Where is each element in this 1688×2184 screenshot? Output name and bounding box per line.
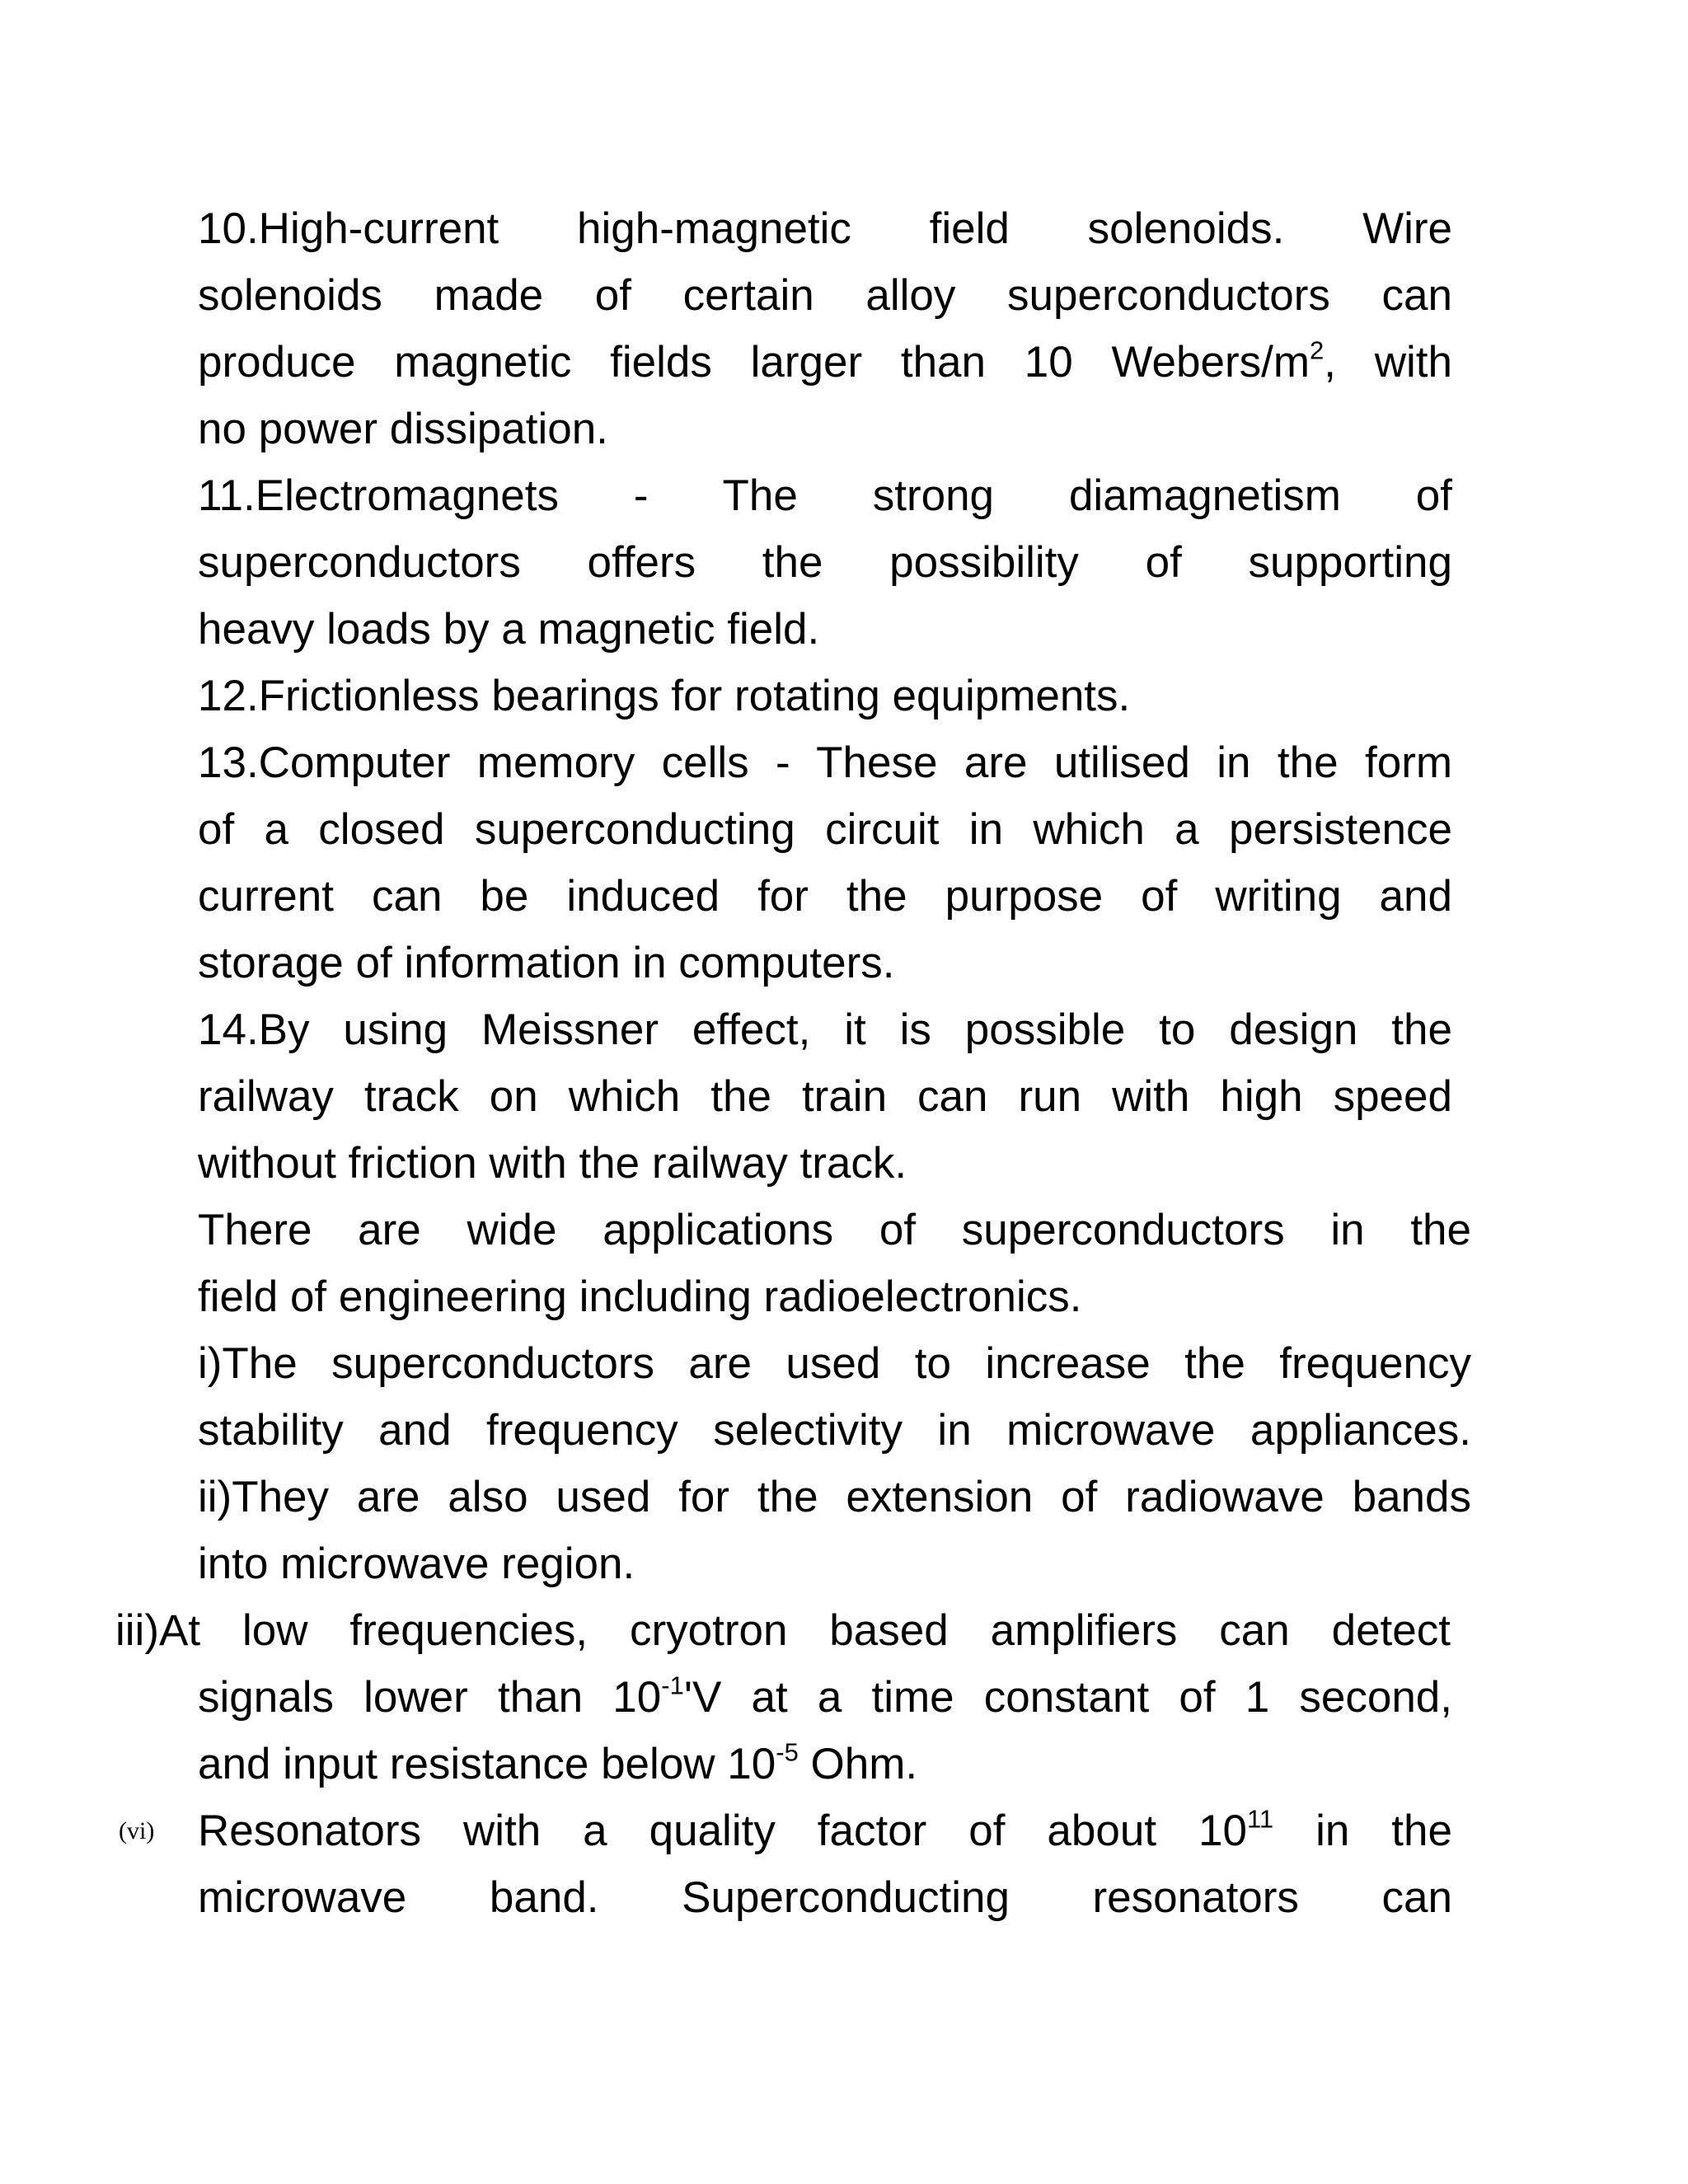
text-line: superconductors offers the possibility of supporting — [198, 538, 1452, 587]
text-line: 13.Computer memory cells - These are utilised in the form — [198, 738, 1452, 787]
text-line: railway track on which the train can run with high speed — [198, 1072, 1452, 1121]
text-segment: produce magnetic fields larger than 10 Webers/m — [198, 338, 1311, 387]
text-line: stability and frequency selectivity in microwave appliances. — [198, 1406, 1471, 1455]
text-line: of a closed superconducting circuit in which a persistence — [198, 805, 1452, 854]
superscript: 2 — [1310, 335, 1325, 365]
text-segment: and input resistance below 10 — [198, 1740, 776, 1788]
list-marker: (vi) — [119, 1817, 155, 1844]
text-line: solenoids made of certain alloy superconductors can — [198, 271, 1452, 320]
text-segment: signals lower than 10 — [198, 1673, 662, 1722]
text-line: 14.By using Meissner effect, it is possible to design the — [198, 1005, 1452, 1054]
superscript: -1 — [661, 1671, 684, 1700]
text-segment: Ohm. — [798, 1740, 918, 1788]
superscript: 11 — [1246, 1804, 1274, 1834]
text-line — [198, 336, 1452, 396]
text-line: ii)They are also used for the extension of radiowave bands — [198, 1473, 1471, 1521]
text-line: current can be induced for the purpose of writing and — [198, 872, 1452, 921]
text-line: 10.High-current high-magnetic field solenoids. Wire — [198, 204, 1452, 253]
text-line: without friction with the railway track. — [198, 1139, 907, 1188]
text-segment: , with — [1324, 338, 1453, 387]
text-line — [198, 1738, 1452, 1797]
text-line — [198, 1671, 1452, 1731]
text-line: There are wide applications of superconductors in the — [198, 1206, 1471, 1254]
text-line: 12.Frictionless bearings for rotating equipments. — [198, 672, 1131, 720]
text-line: i)The superconductors are used to increase the frequency — [198, 1339, 1471, 1388]
text-line: storage of information in computers. — [198, 939, 895, 987]
text-line: no power dissipation. — [198, 405, 608, 453]
superscript: -5 — [776, 1737, 799, 1767]
text-line: microwave band. Superconducting resonators can — [198, 1873, 1452, 1922]
text-segment: Resonators with a quality factor of about 10 — [198, 1807, 1247, 1855]
text-segment: in the — [1273, 1807, 1452, 1855]
text-line: iii)At low frequencies, cryotron based amplifiers can detect — [115, 1606, 1451, 1655]
text-line: 11.Electromagnets - The strong diamagnetism of — [198, 471, 1452, 520]
text-segment: 'V at a time constant of 1 second, — [683, 1673, 1452, 1722]
text-line: field of engineering including radioelectronics. — [198, 1272, 1082, 1321]
text-line: heavy loads by a magnetic field. — [198, 605, 820, 654]
text-line: into microwave region. — [198, 1540, 635, 1588]
text-line — [198, 1805, 1452, 1864]
